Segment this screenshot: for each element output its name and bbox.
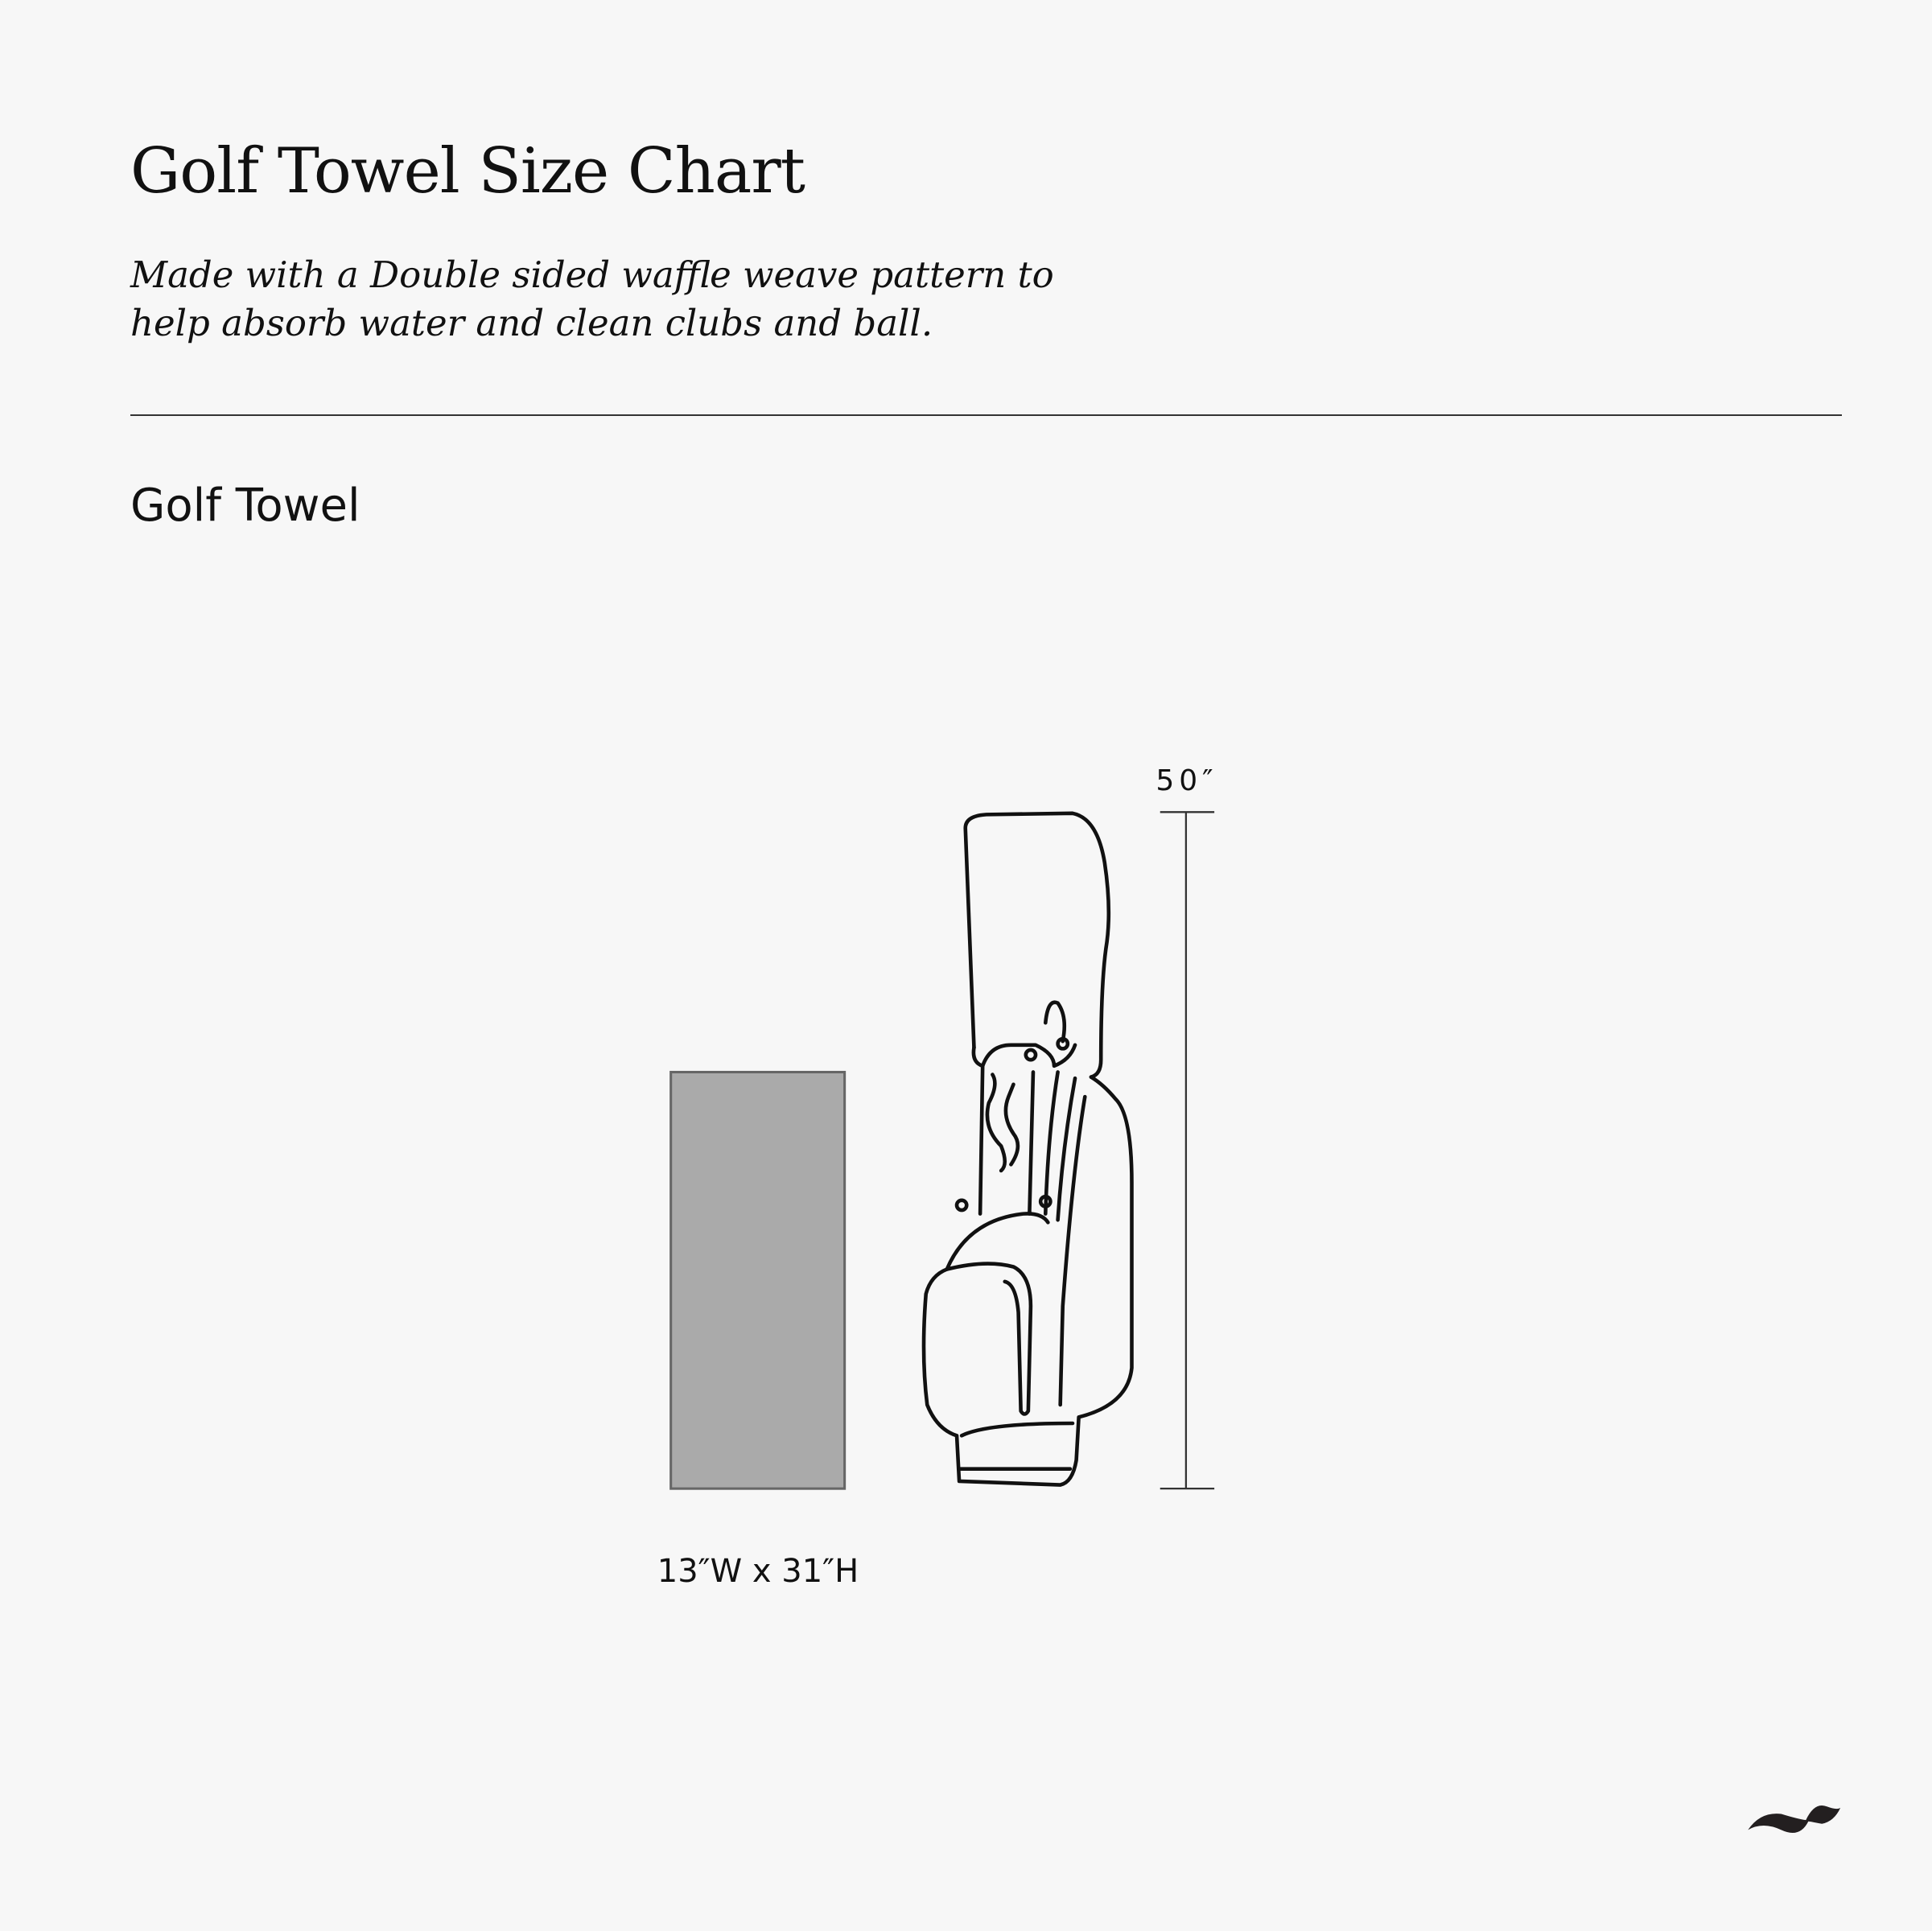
golf-bag-illustration — [924, 813, 1131, 1485]
subtitle-line-1: Made with a Double sided waffle weave pattern to — [130, 253, 1054, 296]
brand-wave-logo — [1748, 1805, 1840, 1833]
towel-size-label: 13″W x 31″H — [657, 1553, 859, 1590]
towel-rectangle — [671, 1072, 845, 1488]
page-title: Golf Towel Size Chart — [130, 135, 805, 208]
section-heading: Golf Towel — [130, 480, 360, 532]
subtitle-line-2: help absorb water and clean clubs and ball. — [130, 302, 933, 344]
height-dimension-line — [1160, 812, 1214, 1488]
bag-height-label: 50″ — [1155, 764, 1218, 797]
